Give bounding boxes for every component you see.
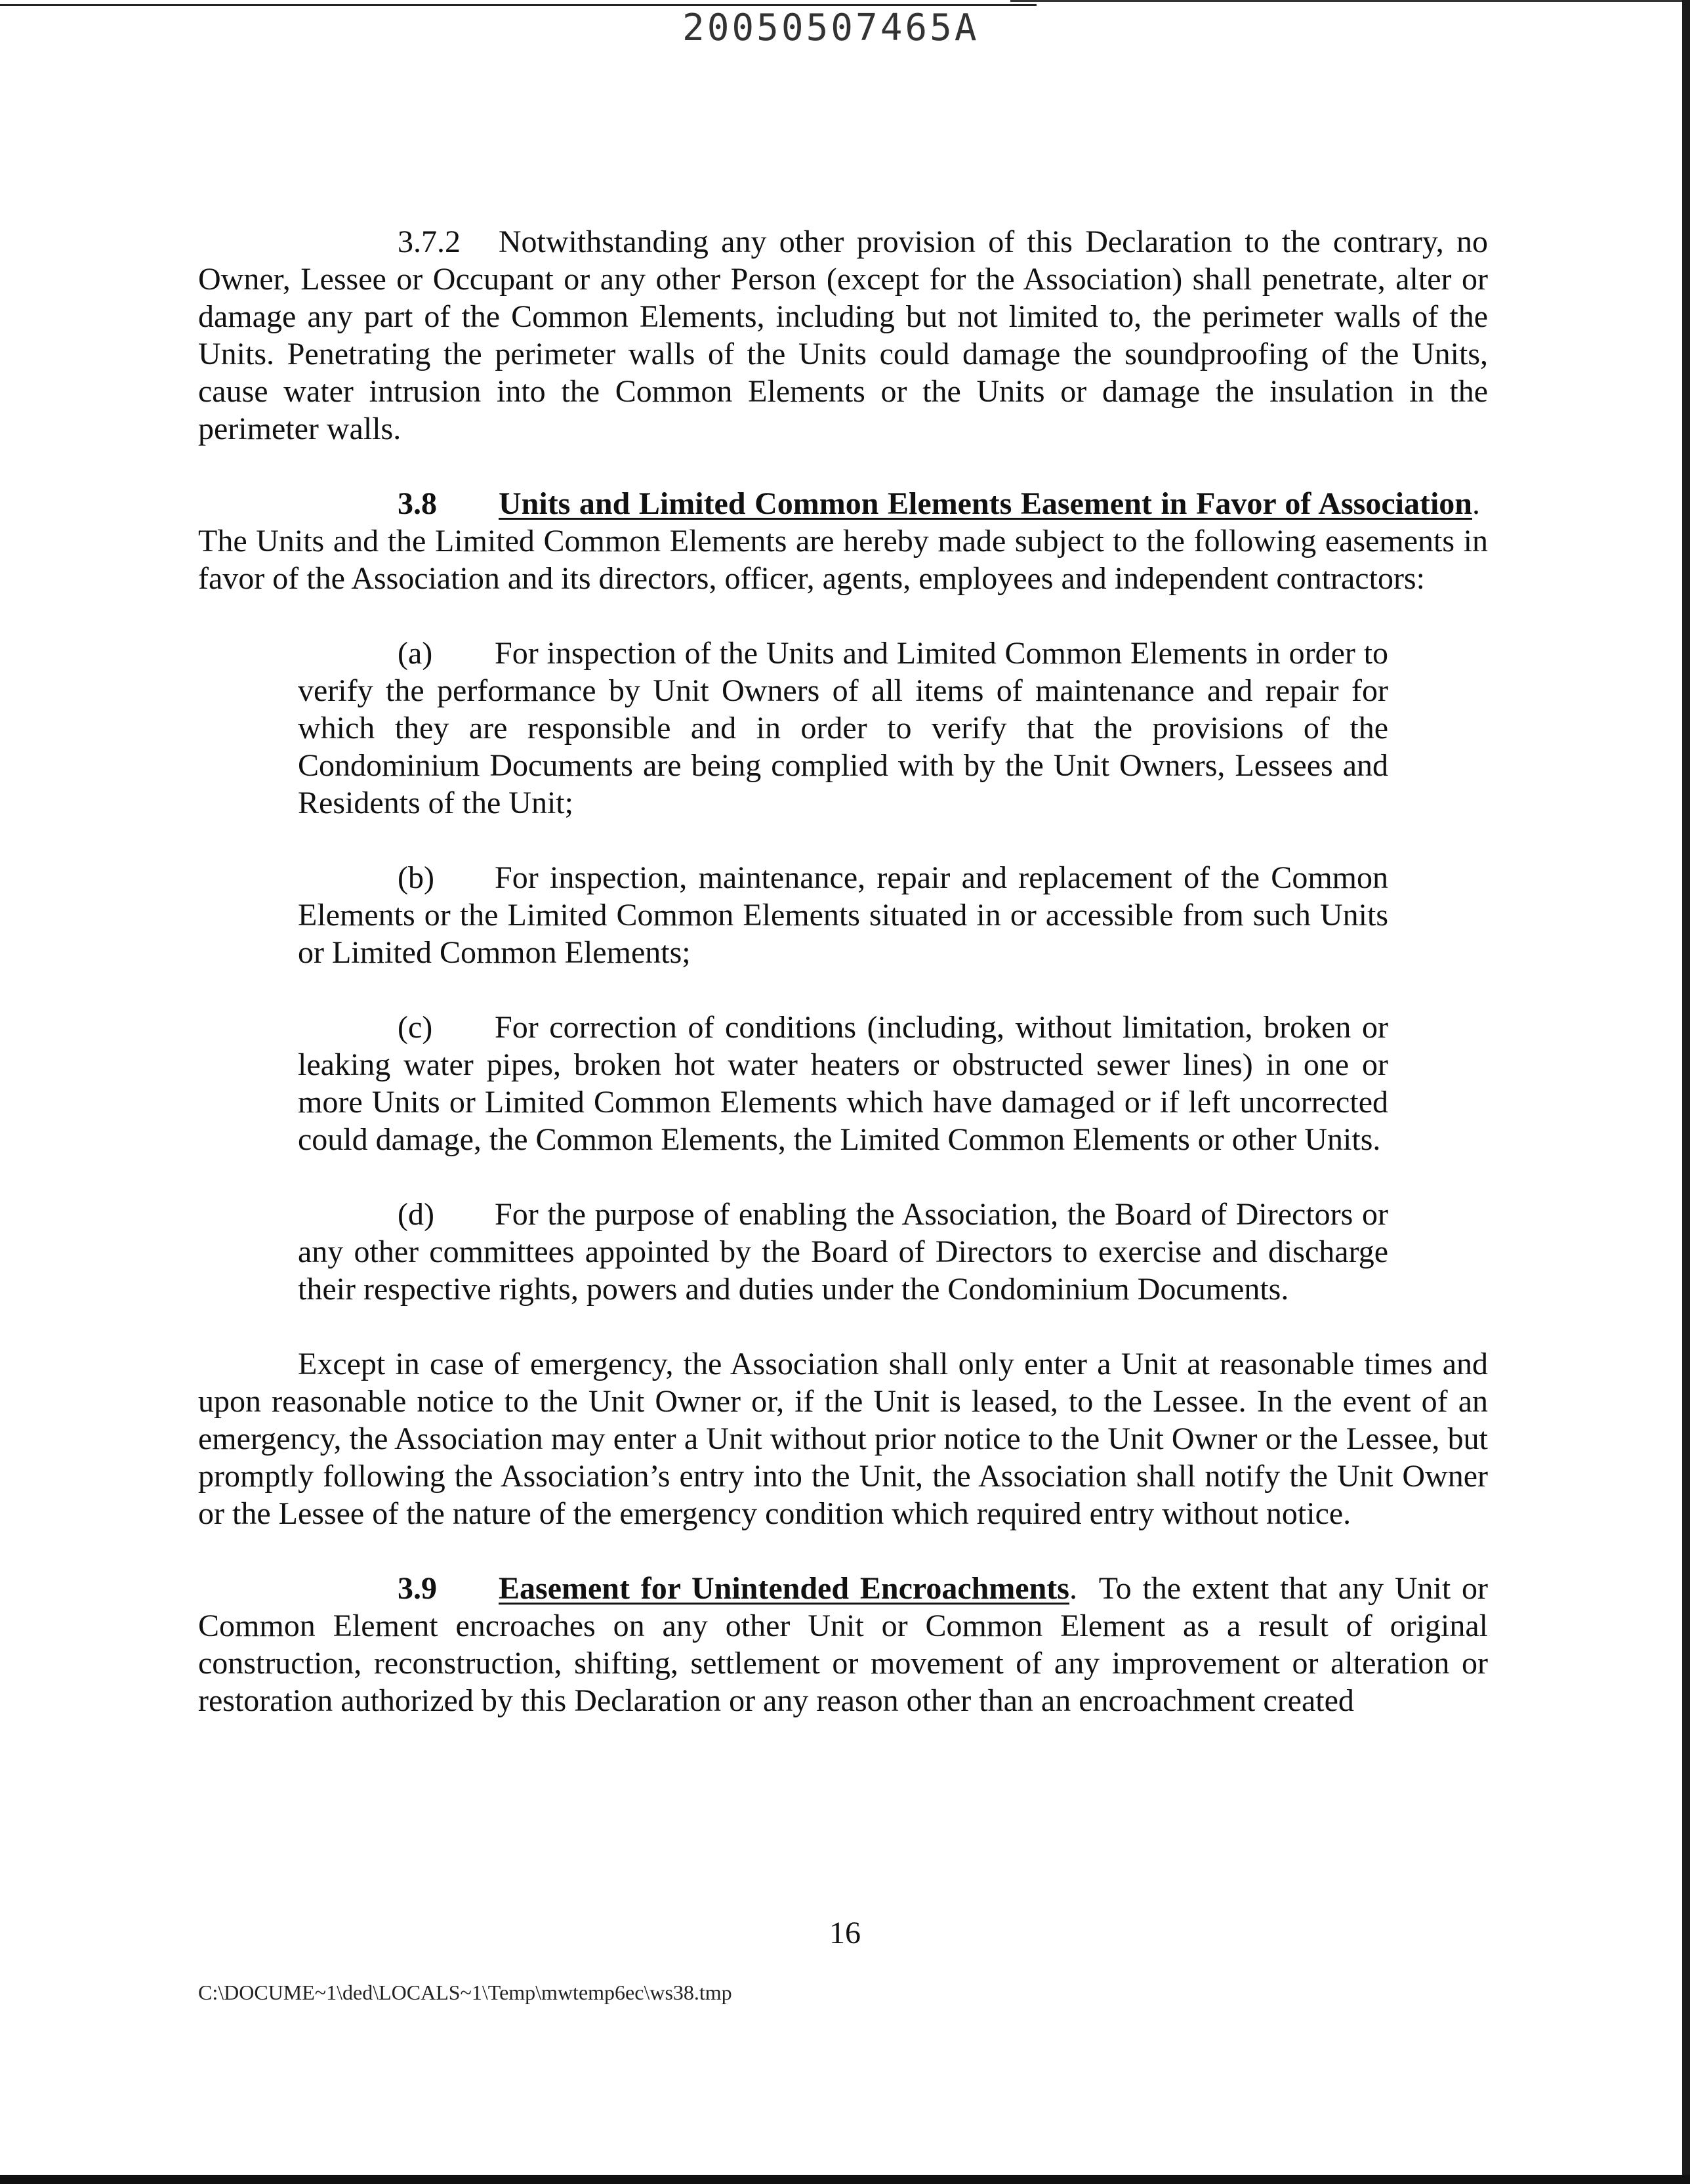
easement-item-c xyxy=(298,1009,1388,1158)
easement-item-b xyxy=(298,859,1388,971)
easement-item-c-letter: (c) xyxy=(398,1010,433,1045)
easement-item-b-letter: (b) xyxy=(398,860,434,895)
easement-item-c-text: For correction of conditions (including, without limitation, broken or leaking water pipes, broken hot water heaters or obstructed sewer lines) in one or more Units or Limited Common Elements which have damaged or if left uncorrected could damage, the Common Elements, the Limited Common Elements or other Units. xyxy=(298,1010,1388,1157)
section-3-7-2-number: 3.7.2 xyxy=(398,224,461,259)
easement-item-a-letter: (a) xyxy=(398,636,433,671)
easement-item-a-text: For inspection of the Units and Limited Common Elements in order to verify the performance by Unit Owners of all items of maintenance and repair for which they are responsible and in order to verify that the provisions of the Condominium Documents are being complied with by the Unit Owners, Lessees and Residents of the Unit; xyxy=(298,636,1388,820)
page-body xyxy=(198,223,1488,1719)
section-3-8-title-period: . xyxy=(1472,486,1480,521)
easement-item-d-letter: (d) xyxy=(398,1197,434,1232)
scan-edge-bottom xyxy=(0,2175,1690,2184)
section-3-7-2-text: Notwithstanding any other provision of this Declaration to the contrary, no Owner, Lessee or Occupant or any other Person (except for the Association) shall penetrate, alter or damage any part of the Common Elements, including but not limited to, the perimeter walls of the Units. Penetrating the perimeter walls of the Units could damage the soundproofing of the Units, cause water intrusion into the Common Elements or the Units or damage the insulation in the perimeter walls. xyxy=(198,224,1489,446)
easement-item-b-text: For inspection, maintenance, repair and replacement of the Common Elements or the Limited Common Elements situated in or accessible from such Units or Limited Common Elements; xyxy=(298,860,1388,970)
section-3-7-2 xyxy=(198,223,1488,448)
section-3-9-title: Easement for Unintended Encroachments xyxy=(499,1571,1069,1606)
page-number: 16 xyxy=(829,1916,861,1950)
document-number: 20050507465A xyxy=(682,7,979,49)
section-3-8-number: 3.8 xyxy=(398,486,437,521)
section-3-8-text: The Units and the Limited Common Elements are hereby made subject to the following easements in favor of the Association and its directors, officer, agents, employees and independent contractors: xyxy=(198,524,1488,596)
scan-edge-top xyxy=(0,4,1037,6)
scan-edge-right xyxy=(1682,0,1690,2184)
section-3-8-closing: Except in case of emergency, the Association shall only enter a Unit at reasonable times and upon reasonable notice to the Unit Owner or, if the Unit is leased, to the Lessee. In the event of an emergency, the Association may enter a Unit without prior notice to the Unit Owner or the Lessee, but promptly following the Association’s entry into the Unit, the Association shall notify the Unit Owner or the Lessee of the nature of the emergency condition which required entry without notice. xyxy=(198,1347,1488,1531)
easement-item-d xyxy=(298,1196,1388,1308)
file-path: C:\DOCUME~1\ded\LOCALS~1\Temp\mwtemp6ec\ws38.tmp xyxy=(198,1981,732,2004)
section-3-8-easement-list xyxy=(298,635,1388,1308)
easement-item-a xyxy=(298,635,1388,822)
section-3-9-text: To the extent that any Unit or Common Element encroaches on any other Unit or Common Element as a result of original construction, reconstruction, shifting, settlement or movement of any improvement or alteration or restoration authorized by this Declaration or any reason other than an encroachment created xyxy=(198,1571,1488,1718)
section-3-8 xyxy=(198,485,1488,597)
section-3-9-title-period: . xyxy=(1069,1571,1077,1606)
scan-edge-top-right xyxy=(1010,0,1690,2)
section-3-9 xyxy=(198,1570,1488,1719)
section-3-9-number: 3.9 xyxy=(398,1571,437,1606)
easement-item-d-text: For the purpose of enabling the Association, the Board of Directors or any other committees appointed by the Board of Directors to exercise and discharge their respective rights, powers and duties under the Condominium Documents. xyxy=(298,1197,1388,1307)
section-3-8-title: Units and Limited Common Elements Easement in Favor of Association xyxy=(499,486,1472,521)
